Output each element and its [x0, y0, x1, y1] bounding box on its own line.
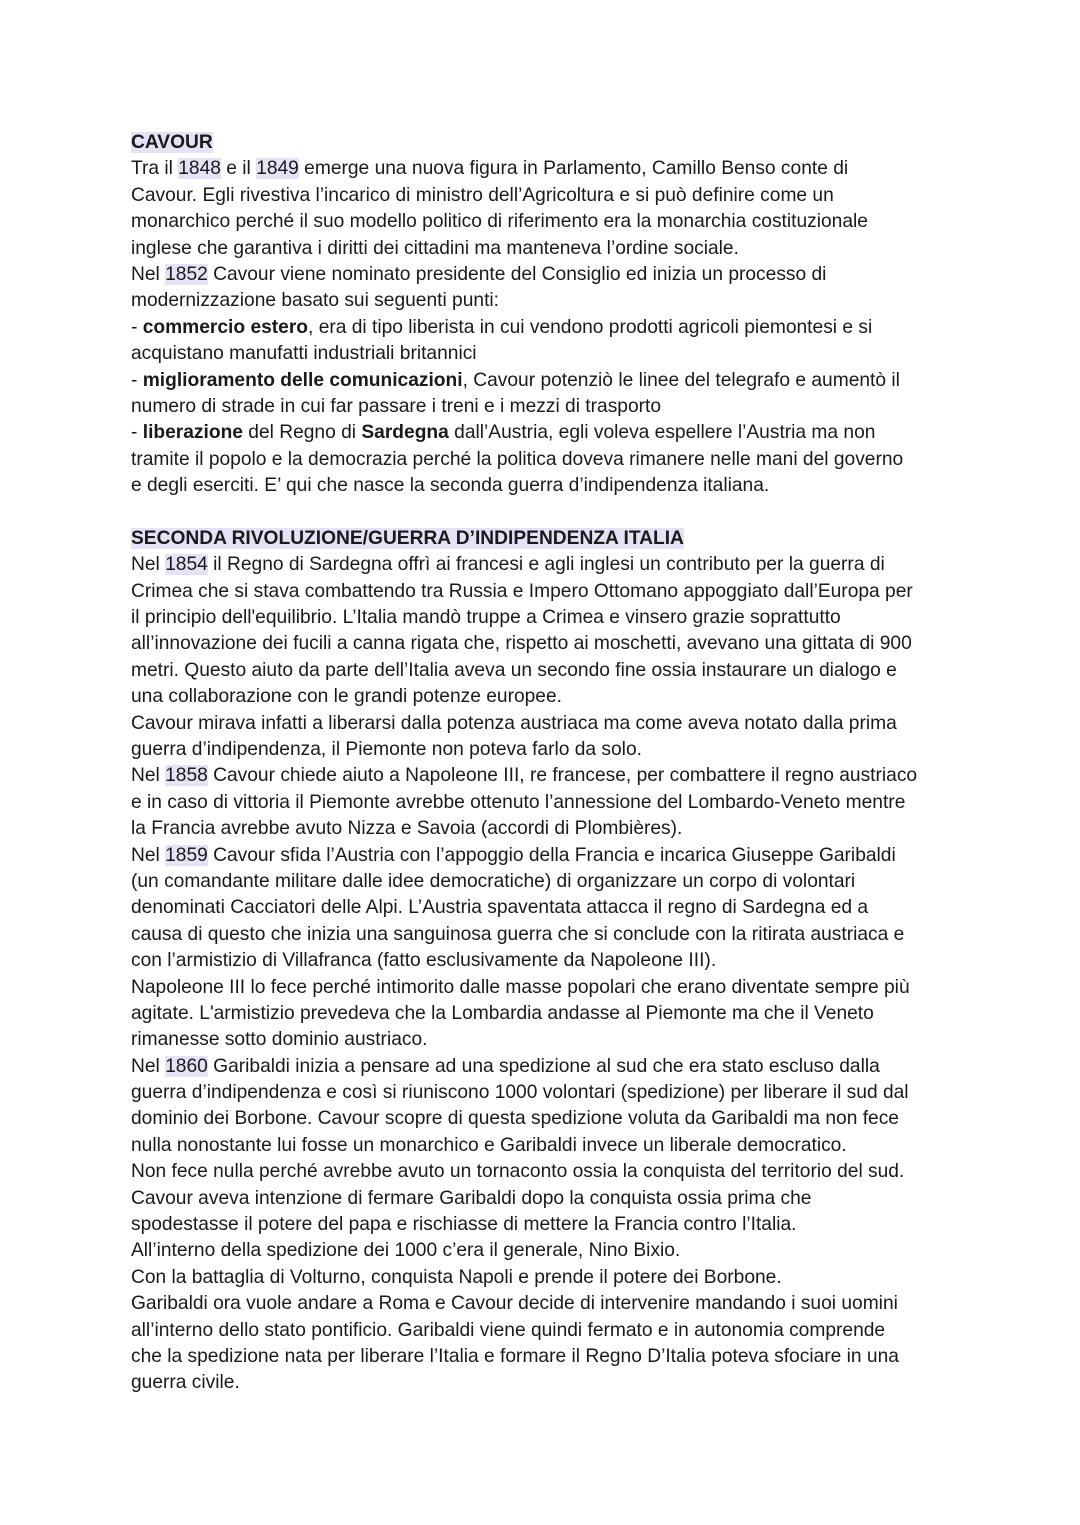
paragraph-line: spodestasse il potere del papa e rischiasse di mettere la Francia contro l’Italia.	[131, 1214, 797, 1236]
section-title-seconda-guerra: SECONDA RIVOLUZIONE/GUERRA D’INDIPENDENZA ITALIA	[131, 527, 684, 549]
paragraph-line: Nel 1852 Cavour viene nominato presidente del Consiglio ed inizia un processo di	[131, 263, 827, 285]
paragraph-line: all’innovazione dei fucili a canna rigata che, rispetto ai moschetti, avevano una gittata di 900	[131, 633, 912, 655]
paragraph-line: guerra civile.	[131, 1372, 240, 1394]
paragraph-line: metri. Questo aiuto da parte dell’Italia aveva un secondo fine ossia instaurare un dialogo e	[131, 659, 897, 681]
paragraph-line: Nel 1860 Garibaldi inizia a pensare ad una spedizione al sud che era stato escluso dalla	[131, 1055, 880, 1077]
paragraph-line: denominati Cacciatori delle Alpi. L’Austria spaventata attacca il regno di Sardegna ed a	[131, 897, 869, 919]
year-highlight: 1854	[165, 554, 208, 576]
bold-term: commercio estero	[142, 316, 309, 338]
paragraph-line: All’interno della spedizione dei 1000 c’era il generale, Nino Bixio.	[131, 1240, 681, 1262]
paragraph-line: (un comandante militare dalle idee democratiche) di organizzare un corpo di volontari	[131, 870, 856, 892]
paragraph-line: acquistano manufatti industriali britannici	[131, 343, 477, 365]
bullet-line: - miglioramento delle comunicazioni, Cavour potenziò le linee del telegrafo e aumentò il	[131, 369, 900, 391]
paragraph-line: che la spedizione nata per liberare l’Italia e formare il Regno D’Italia poteva sfociare in una	[131, 1345, 899, 1367]
section-spacer	[131, 499, 961, 525]
paragraph-line: Nel 1854 il Regno di Sardegna offrì ai francesi e agli inglesi un contributo per la guerra di	[131, 554, 885, 576]
paragraph-line: il principio dell'equilibrio. L’Italia mandò truppe a Crimea e vinsero grazie soprattutto	[131, 607, 841, 629]
year-highlight: 1849	[256, 158, 299, 180]
paragraph-line: modernizzazione basato sui seguenti punti:	[131, 290, 499, 312]
paragraph-line: Crimea che si stava combattendo tra Russia e Impero Ottomano appoggiato dall’Europa per	[131, 580, 913, 602]
paragraph-line: causa di questo che inizia una sanguinosa guerra che si conclude con la ritirata austriaca e	[131, 923, 905, 945]
paragraph-line: rimanesse sotto dominio austriaco.	[131, 1029, 428, 1051]
paragraph-line: con l’armistizio di Villafranca (fatto esclusivamente da Napoleone III).	[131, 950, 717, 972]
paragraph-line: tramite il popolo e la democrazia perché la politica doveva rimanere nelle mani del governo	[131, 448, 904, 470]
paragraph-line: e degli eserciti. E’ qui che nasce la seconda guerra d’indipendenza italiana.	[131, 475, 770, 497]
paragraph-line: Tra il 1848 e il 1849 emerge una nuova figura in Parlamento, Camillo Benso conte di	[131, 158, 849, 180]
paragraph-line: e in caso di vittoria il Piemonte avrebbe ottenuto l’annessione del Lombardo-Veneto mentre	[131, 791, 906, 813]
paragraph-line: agitate. L'armistizio prevedeva che la Lombardia andasse al Piemonte ma che il Veneto	[131, 1002, 874, 1024]
paragraph-line: inglese che garantiva i diritti dei cittadini ma manteneva l’ordine sociale.	[131, 237, 739, 259]
document-page	[131, 130, 961, 1397]
section-title-cavour: CAVOUR	[131, 132, 213, 153]
bullet-line: - liberazione del Regno di Sardegna dall’Austria, egli voleva espellere l’Austria ma non	[131, 422, 876, 444]
paragraph-line: nulla nonostante lui fosse un monarchico e Garibaldi invece un liberale democratico.	[131, 1134, 847, 1156]
year-highlight: 1858	[165, 765, 208, 787]
paragraph-line: Con la battaglia di Volturno, conquista Napoli e prende il potere dei Borbone.	[131, 1266, 782, 1288]
bold-term: miglioramento delle comunicazioni	[142, 369, 463, 391]
bold-term: Sardegna	[361, 422, 449, 444]
paragraph-line: Cavour. Egli rivestiva l’incarico di ministro dell’Agricoltura e si può definire come un	[131, 184, 834, 206]
paragraph-line: monarchico perché il suo modello politico di riferimento era la monarchia costituzionale	[131, 211, 868, 233]
paragraph-line: guerra d’indipendenza e così si riuniscono 1000 volontari (spedizione) per liberare il sud dal	[131, 1082, 909, 1104]
year-highlight: 1852	[165, 263, 208, 285]
paragraph-line: Garibaldi ora vuole andare a Roma e Cavour decide di intervenire mandando i suoi uomini	[131, 1293, 898, 1315]
paragraph-line: numero di strade in cui far passare i treni e i mezzi di trasporto	[131, 395, 662, 417]
year-highlight: 1859	[165, 844, 208, 866]
paragraph-line: Nel 1858 Cavour chiede aiuto a Napoleone III, re francese, per combattere il regno austriaco	[131, 765, 918, 787]
paragraph-line: Nel 1859 Cavour sfida l’Austria con l’appoggio della Francia e incarica Giuseppe Garibaldi	[131, 844, 896, 866]
paragraph-line: all’interno dello stato pontificio. Garibaldi viene quindi fermato e in autonomia comprende	[131, 1319, 886, 1341]
paragraph-line: la Francia avrebbe avuto Nizza e Savoia (accordi di Plombières).	[131, 818, 683, 840]
paragraph-line: una collaborazione con le grandi potenze europee.	[131, 686, 562, 708]
paragraph-line: guerra d’indipendenza, il Piemonte non poteva farlo da solo.	[131, 738, 642, 760]
paragraph-line: Cavour aveva intenzione di fermare Garibaldi dopo la conquista ossia prima che	[131, 1187, 812, 1209]
year-highlight: 1848	[178, 158, 221, 180]
paragraph-line: Napoleone III lo fece perché intimorito dalle masse popolari che erano diventate sempre più	[131, 976, 910, 998]
bullet-line: - commercio estero, era di tipo liberista in cui vendono prodotti agricoli piemontesi e si	[131, 316, 873, 338]
paragraph-line: Non fece nulla perché avrebbe avuto un tornaconto ossia la conquista del territorio del sud.	[131, 1161, 905, 1183]
bold-term: liberazione	[142, 422, 243, 444]
paragraph-line: Cavour mirava infatti a liberarsi dalla potenza austriaca ma come aveva notato dalla prima	[131, 712, 897, 734]
year-highlight: 1860	[165, 1055, 208, 1077]
paragraph-line: dominio dei Borbone. Cavour scopre di questa spedizione voluta da Garibaldi ma non fece	[131, 1108, 899, 1130]
